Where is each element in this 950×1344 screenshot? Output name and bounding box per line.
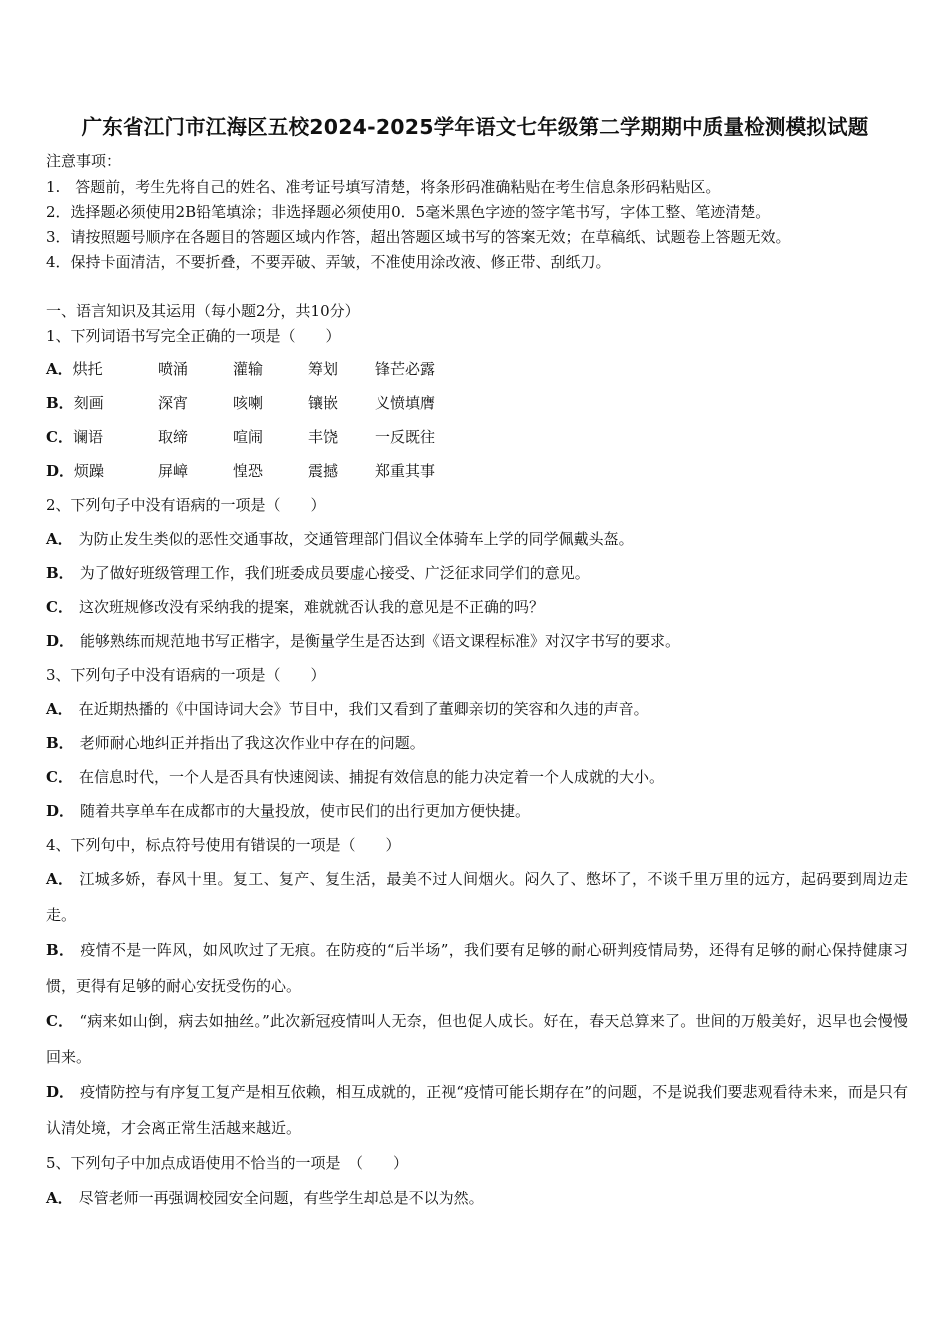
option-label: B． (46, 941, 75, 959)
option-line (46, 801, 530, 821)
option-text: 尽管老师一再强调校园安全问题，有些学生却总是不以为然。 (78, 1189, 484, 1207)
option-label: C． (46, 598, 73, 616)
option-word: 镶嵌 (308, 394, 339, 412)
option-word: 惶恐 (233, 462, 264, 480)
option-line (46, 699, 649, 719)
option-line (46, 1188, 484, 1208)
option-line (46, 597, 544, 617)
option-word-group (46, 427, 103, 447)
page-title: 广东省江门市江海区五校2024-2025学年语文七年级第二学期期中质量检测模拟试题 (81, 115, 869, 139)
option-word: 深宵 (158, 394, 189, 412)
option-text: 江城多娇，春风十里。复工、复产、复生活，最美不过人间烟火。闷久了、憋坏了，不谈千里万里的远方，起码要到周边走走。 (46, 870, 908, 924)
option-word: 刻画 (73, 394, 104, 412)
option-word: 取缔 (158, 428, 189, 446)
option-word: 烘托 (72, 360, 103, 378)
option-text: 随着共享单车在成都市的大量投放，使市民们的出行更加方便快捷。 (80, 802, 531, 820)
option-line (46, 733, 425, 753)
option-label: B． (46, 564, 74, 582)
option-word: 郑重其事 (375, 462, 436, 480)
option-word: 屏嶂 (158, 462, 189, 480)
option-text: “病来如山倒，病去如抽丝。”此次新冠疫情叫人无奈，但也促人成长。好在，春天总算来了。世间的万般美好，迟早也会慢慢回来。 (46, 1012, 908, 1066)
option-label: D． (46, 462, 75, 480)
option-text: 在信息时代，一个人是否具有快速阅读、捕捉有效信息的能力决定着一个人成就的大小。 (78, 768, 664, 786)
question-stem: 4、下列句中，标点符号使用有错误的一项是（ ） (46, 836, 401, 854)
option-label: C． (46, 428, 73, 446)
option-label: A． (46, 530, 73, 548)
option-word-group (46, 393, 104, 413)
question-stem: 3、下列句子中没有语病的一项是（ ） (46, 666, 326, 684)
option-label: A． (46, 870, 74, 888)
option-word: 义愤填膺 (375, 394, 436, 412)
option-word: 一反既往 (375, 428, 436, 446)
option-label: C． (46, 1012, 74, 1030)
option-label: A． (46, 700, 73, 718)
option-word: 丰饶 (308, 428, 339, 446)
option-label: A． (46, 1189, 73, 1207)
question-stem: 1、下列词语书写完全正确的一项是（ ） (46, 327, 341, 345)
option-word: 灌输 (233, 360, 264, 378)
notice-item: 2．选择题必须使用2B铅笔填涂；非选择题必须使用0．5毫米黑色字迹的签字笔书写，字体工整、笔迹清楚。 (46, 203, 771, 221)
option-word: 咳喇 (233, 394, 264, 412)
option-label: D． (46, 632, 75, 650)
option-word: 喧闹 (233, 428, 264, 446)
option-label: B． (46, 394, 74, 412)
question-stem: 2、下列句子中没有语病的一项是（ ） (46, 496, 326, 514)
option-label: C． (46, 768, 73, 786)
notice-item: 4．保持卡面清洁，不要折叠，不要弄破、弄皱，不准使用涂改液、修正带、刮纸刀。 (46, 253, 611, 271)
section-heading: 一、语言知识及其运用（每小题2分，共10分） (46, 302, 360, 320)
option-line (46, 631, 680, 651)
notice-heading: 注意事项： (46, 152, 122, 170)
option-text: 这次班规修改没有采纳我的提案，难就就否认我的意见是不正确的吗？ (78, 598, 544, 616)
option-text: 在近期热播的《中国诗词大会》节目中，我们又看到了董卿亲切的笑容和久违的声音。 (78, 700, 649, 718)
option-line (46, 767, 664, 787)
option-word: 筹划 (308, 360, 339, 378)
option-label: D． (46, 802, 75, 820)
option-text: 能够熟练而规范地书写正楷字，是衡量学生是否达到《语文课程标准》对汉字书写的要求。 (80, 632, 681, 650)
notice-item: 1. 答题前，考生先将自己的姓名、准考证号填写清楚，将条形码准确粘贴在考生信息条形码粘贴区。 (46, 178, 721, 196)
option-paragraph (46, 1074, 908, 1146)
option-word-group (46, 461, 104, 481)
option-text: 疫情不是一阵风，如风吹过了无痕。在防疫的“后半场”，我们要有足够的耐心研判疫情局势，还得有足够的耐心保持健康习惯，更得有足够的耐心安抚受伤的心。 (46, 941, 908, 995)
option-paragraph (46, 1003, 908, 1075)
option-label: D． (46, 1083, 75, 1101)
option-word: 锋芒必露 (375, 360, 436, 378)
option-text: 为了做好班级管理工作，我们班委成员要虚心接受、广泛征求同学们的意见。 (79, 564, 590, 582)
option-paragraph (46, 861, 908, 933)
option-label: A． (46, 360, 73, 378)
option-text: 老师耐心地纠正并指出了我这次作业中存在的问题。 (79, 734, 425, 752)
option-line (46, 563, 590, 583)
option-text: 疫情防控与有序复工复产是相互依赖，相互成就的，正视“疫情可能长期存在”的问题，不是说我们要悲观看待未来，而是只有认清处境，才会离正常生活越来越近。 (46, 1083, 909, 1137)
option-text: 为防止发生类似的恶性交通事故，交通管理部门倡议全体骑车上学的同学佩戴头盔。 (78, 530, 634, 548)
option-word: 谰语 (72, 428, 103, 446)
option-paragraph (46, 932, 908, 1004)
option-word: 震撼 (308, 462, 339, 480)
notice-item: 3．请按照题号顺序在各题目的答题区域内作答，超出答题区域书写的答案无效；在草稿纸、试题卷上答题无效。 (46, 228, 791, 246)
option-word-group (46, 359, 103, 379)
option-word: 烦躁 (74, 462, 105, 480)
option-label: B． (46, 734, 74, 752)
option-word: 喷涌 (158, 360, 189, 378)
question-stem: 5、下列句子中加点成语使用不恰当的一项是 （ ） (46, 1154, 409, 1172)
option-line (46, 529, 634, 549)
